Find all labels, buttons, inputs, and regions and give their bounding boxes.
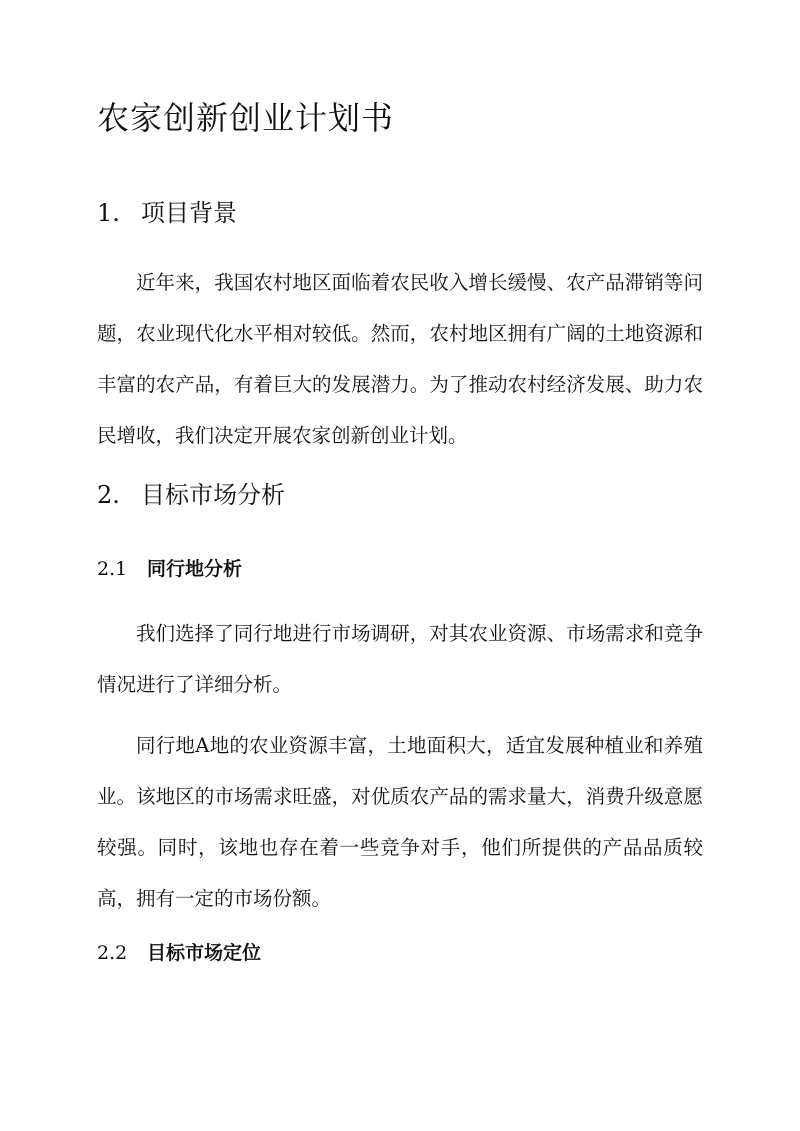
- document-title: 农家创新创业计划书: [97, 99, 395, 137]
- section-2-1-paragraph-1: 我们选择了同行地进行市场调研，对其农业资源、市场需求和竞争情况进行了详细分析。: [97, 622, 703, 696]
- section-2-heading: [97, 478, 285, 512]
- section-2-1-heading: [97, 555, 242, 583]
- section-2-1-paragraph-2: 同行地A地的农业资源丰富，土地面积大，适宜发展种植业和养殖业。该地区的市场需求旺盛，对优质农产品的需求量大，消费升级意愿较强。同时，该地也存在着一些竞争对手，他们所提供的产品品质较高，拥有一定的市场份额。: [97, 734, 703, 910]
- section-1-number: 1.: [97, 199, 120, 227]
- section-2-2-heading: [97, 939, 261, 967]
- section-2-1-title: 同行地分析: [147, 558, 243, 580]
- section-2-2-number: 2.2: [97, 942, 128, 964]
- section-1-title: 项目背景: [141, 199, 237, 227]
- section-2-number: 2.: [97, 481, 120, 509]
- section-2-2-title: 目标市场定位: [147, 942, 262, 964]
- section-2-title: 目标市场分析: [141, 481, 285, 509]
- section-1-paragraph: 近年来，我国农村地区面临着农民收入增长缓慢、农产品滞销等问题，农业现代化水平相对较低。然而，农村地区拥有广阔的土地资源和丰富的农产品，有着巨大的发展潜力。为了推动农村经济发展、助力农民增收，我们决定开展农家创新创业计划。: [97, 271, 703, 447]
- section-2-1-number: 2.1: [97, 558, 128, 580]
- section-1-heading: [97, 196, 237, 230]
